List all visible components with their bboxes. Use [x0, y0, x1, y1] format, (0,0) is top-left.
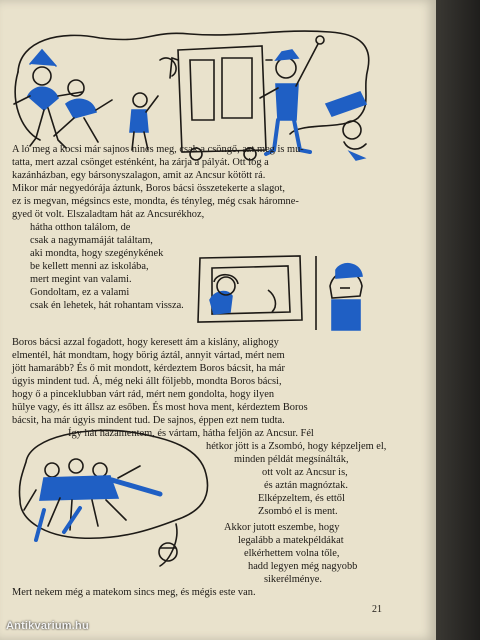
text-line: ez is megvan, mégsincs este, mondta, és tényleg, még csak háromne- — [12, 196, 299, 207]
text-line: hátha otthon találom, de — [30, 222, 131, 233]
text-line: aki mondta, hogy szegénykének — [30, 248, 164, 259]
text-line: Boros bácsi azzal fogadott, hogy keresett ám a kislány, alighogy — [12, 337, 279, 348]
text-line: hadd legyen még nagyobb — [248, 561, 358, 572]
text-line: kazánházban, egy bársonyszalagon, amit az Ancsur kötött rá. — [12, 170, 266, 181]
text-line: hétkor jött is a Zsombó, hogy képzeljem el, — [206, 441, 387, 452]
text-line: legalább a matekpéldákat — [238, 535, 344, 546]
text-line: jött hamarább? És ő mit mondott, kérdeztem Boros bácsit, ha már — [12, 363, 285, 374]
text-line: ott volt az Ancsur is, — [262, 467, 348, 478]
illustration-kids-and-tram-conductor — [14, 31, 369, 160]
illustration-girl-at-window — [198, 256, 302, 322]
text-line: Zsombó el is ment. — [258, 506, 338, 517]
illustration-children-dancing-dream — [19, 430, 207, 566]
text-line: be kellett menni az iskolába, — [30, 261, 149, 272]
text-line: hülye vagy, és itt állsz az esőben. És most hova ment, kérdeztem Boros — [12, 402, 308, 413]
text-line: Gondoltam, ez a valami — [30, 287, 130, 298]
text-line: sikerélménye. — [264, 574, 322, 585]
text-line: Így hát hazamentem, és vártam, hátha feljön az Ancsur. Fél — [68, 428, 314, 439]
text-line: és aztán magnóztak. — [264, 480, 348, 491]
text-line: tatta, mert azzal csönget esténként, ha zárja a pályát. Ott lóg a — [12, 157, 269, 168]
text-line: mert megint van valami. — [30, 274, 132, 285]
text-line: csak én lehetek, hát rohantam vissza. — [30, 300, 184, 311]
page-number: 21 — [372, 604, 382, 615]
watermark: Antikvarium.hu — [6, 620, 89, 632]
text-line: A ló meg a kocsi már sajnos nincs meg, csak a csöngő, azt meg is mu- — [12, 144, 304, 155]
text-line: elkérhettem volna tőle, — [244, 548, 340, 559]
text-line: Mert nekem még a matekom sincs meg, és mégis este van. — [12, 587, 256, 598]
text-line: Akkor jutott eszembe, hogy — [224, 522, 340, 533]
illustration-boy-at-door — [316, 256, 362, 330]
text-line: úgyis mindent tud. Á, még neki állt följebb, mondta Boros bácsi, — [12, 376, 282, 387]
text-line: minden példát megsínálták, — [234, 454, 349, 465]
text-line: csak a nagymamáját találtam, — [30, 235, 153, 246]
text-line: bácsit, ha már úgyis mindent tud. De sajnos, éppen ezt nem tudta. — [12, 415, 285, 426]
text-line: Mikor már negyedórája áztunk, Boros bácsi összetekerte a slagot, — [12, 183, 285, 194]
text-line: elmentél, hát mondtam, hogy börig áztál, annyit vártad, mért nem — [12, 350, 285, 361]
text-line: Elképzeltem, és ettől — [258, 493, 345, 504]
text-line: hogy ő a pinceklubban várt rád, mért nem gondolta, hogy ilyen — [12, 389, 275, 400]
text-line: gyed öt volt. Elszaladtam hát az Ancsurékhoz, — [12, 209, 205, 220]
